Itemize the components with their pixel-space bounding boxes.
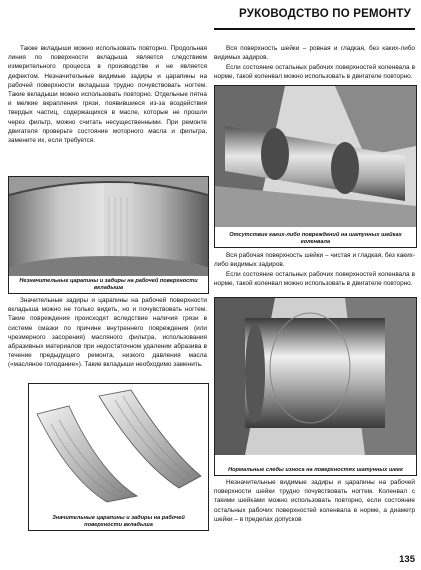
right-paragraph-4: Если состояние остальных рабочих поверхностей коленвала в норме, такой коленвал можно использовать в двигателе повторно.: [214, 271, 415, 288]
figure-crankshaft-no-damage: [214, 85, 417, 248]
figure-bearing-minor-scratches: [8, 176, 209, 294]
right-paragraph-3: Вся рабочая поверхность шейки – чистая и гладкая, без каких-либо видимых задиров.: [214, 252, 415, 269]
bearing-shell-photo: [9, 177, 208, 276]
left-paragraph-1: Также вкладыши можно использовать повторно. Продольная линия по поверхности вкладыша является следствием измерительного процесса в производстве и не является дефектом. Незначительные видимые задиры и царапины на рабочей поверхности вкладыша трудно почувствовать ногтем. Такие вкладыши можно использовать повторно. Отдельные пятна и мелкие вкрапления грязи, появившиеся из-за воздействия твердых частиц, содержащихся в масле, которые не прошли через фильтр, можно считать несущественными. При ремонте двигателя проверьте состояние моторного масла и фильтра, замените их, если требуется.: [8, 45, 207, 145]
left-paragraph-2: Значительные задиры и царапины на рабочей поверхности вкладыша можно не только видеть, но и почувствовать ногтем. Такие повреждения происходят вследствие наличия грязи в системе смазки по причине внутреннего повреждения (или чрезмерного засорения) масляного фильтра, использования абразивных материалов при недостаточном удалении абразива в течение предыдущего ремонта, низкого давления масла («масляное голодание»). Такие вкладыши необходимо заменить.: [8, 297, 207, 369]
figure-crankshaft-normal-wear: [214, 297, 417, 476]
bearing-halves-photo: [29, 384, 208, 510]
right-paragraph-5: Незначительные видимые задиры и царапины на рабочей поверхности шейки трудно почувствовать ногтем. Коленвал с такими шейками можно использовать повторно, если состояние остальных рабочих поверхностей коленвала в норме, а диаметр шейки – в пределах допусков: [214, 479, 415, 523]
page-number: 135: [399, 554, 415, 565]
figure-caption: Нормальные следы износа на поверхностях шатунных шеек: [228, 467, 403, 473]
figure-caption: Отсутствие каких-либо повреждений на шатунных шейках коленвала: [229, 232, 402, 245]
figure-bearing-major-scratches: [28, 383, 209, 531]
crankshaft-journal-photo: [215, 298, 416, 455]
page-title: РУКОВОДСТВО ПО РЕМОНТУ: [239, 8, 411, 20]
figure-caption: Незначительные царапины и задиры на рабочей поверхности вкладыша: [19, 278, 198, 291]
crankshaft-photo: [215, 86, 416, 227]
right-paragraph-1: Вся поверхность шейки – ровная и гладкая, без каких-либо видимых задиров.: [214, 45, 415, 62]
page-header: [214, 6, 415, 30]
figure-caption: Значительные царапины и задиры на рабочей поверхности вкладыша: [52, 515, 185, 528]
right-paragraph-2: Если состояние остальных рабочих поверхностей коленвала в норме, такой коленвал можно использовать в двигателе повторно.: [214, 64, 415, 81]
